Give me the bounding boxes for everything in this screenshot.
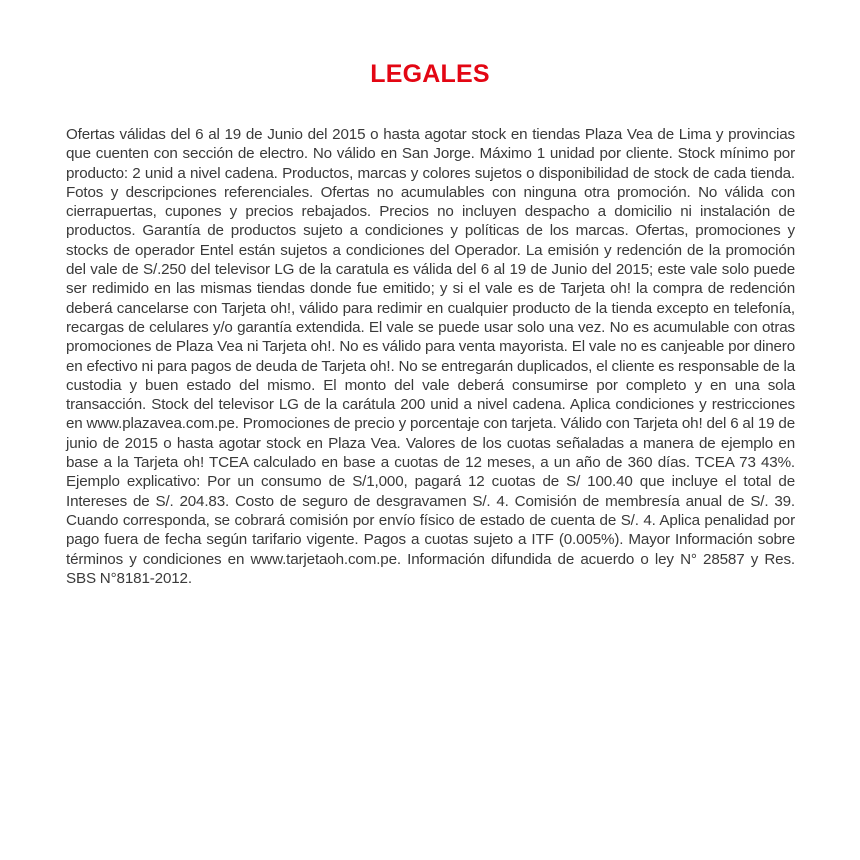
legal-body-text: Ofertas válidas del 6 al 19 de Junio del 2015 o hasta agotar stock en tiendas Plaza Vea de Lima y provincias que cuenten con sección de electro. No válido en San Jorge. Máximo 1 unidad por cliente. Stock mínimo por producto: 2 unid a nivel cadena. Productos, marcas y colores sujetos o disponibilidad de stock de cada tienda. Fotos y descripciones referenciales. Ofertas no acumulables con ninguna otra promoción. No válida con cierrapuertas, cupones y precios rebajados. Precios no incluyen despacho a domicilio ni instalación de productos. Garantía de productos sujeto a condiciones y políticas de los marcas. Ofertas, promociones y stocks de operador Entel están sujetos a condiciones del Operador. La emisión y redención de la promoción del vale de S/.250 del televisor LG de la caratula es válida del 6 al 19 de Junio del 2015; este vale solo puede ser redimido en las mismas tiendas donde fue emitido; y si el vale es de Tarjeta oh! la compra de redención deberá cancelarse con Tarjeta oh!, válido para redimir en cualquier producto de la tienda excepto en telefonía, recargas de celulares y/o garantía extendida. El vale se puede usar solo una vez. No es acumulable con otras promociones de Plaza Vea ni Tarjeta oh!. No es válido para venta mayorista. El vale no es canjeable por dinero en efectivo ni para pagos de deuda de Tarjeta oh!. No se entregarán duplicados, el cliente es responsable de la custodia y buen estado del mismo. El monto del vale deberá consumirse por completo y en una sola transacción. Stock del televisor LG de la carátula 200 unid a nivel cadena. Aplica condiciones y restricciones en www.plazavea.com.pe. Promociones de precio y porcentaje con tarjeta. Válido con Tarjeta oh! del 6 al 19 de junio de 2015 o hasta agotar stock en Plaza Vea. Valores de los cuotas señaladas a manera de ejemplo en base a la Tarjeta oh! TCEA calculado en base a cuotas de 12 meses, a un año de 360 días. TCEA 73 43%. Ejemplo explicativo: Por un consumo de S/1,000, pagará 12 cuotas de S/ 100.40 que incluye el total de Intereses de S/. 204.83. Costo de seguro de desgravamen S/. 4. Comisión de membresía anual de S/. 39. Cuando corresponda, se cobrará comisión por envío físico de estado de cuenta de S/. 4. Aplica penalidad por pago fuera de fecha según tarifario vigente. Pagos a cuotas sujeto a ITF (0.005%). Mayor Información sobre términos y condiciones en www.tarjetaoh.com.pe. Información difundida de acuerdo o ley N° 28587 y Res. SBS N°8181-2012. (66, 126, 795, 587)
page-title: LEGALES (370, 60, 490, 88)
